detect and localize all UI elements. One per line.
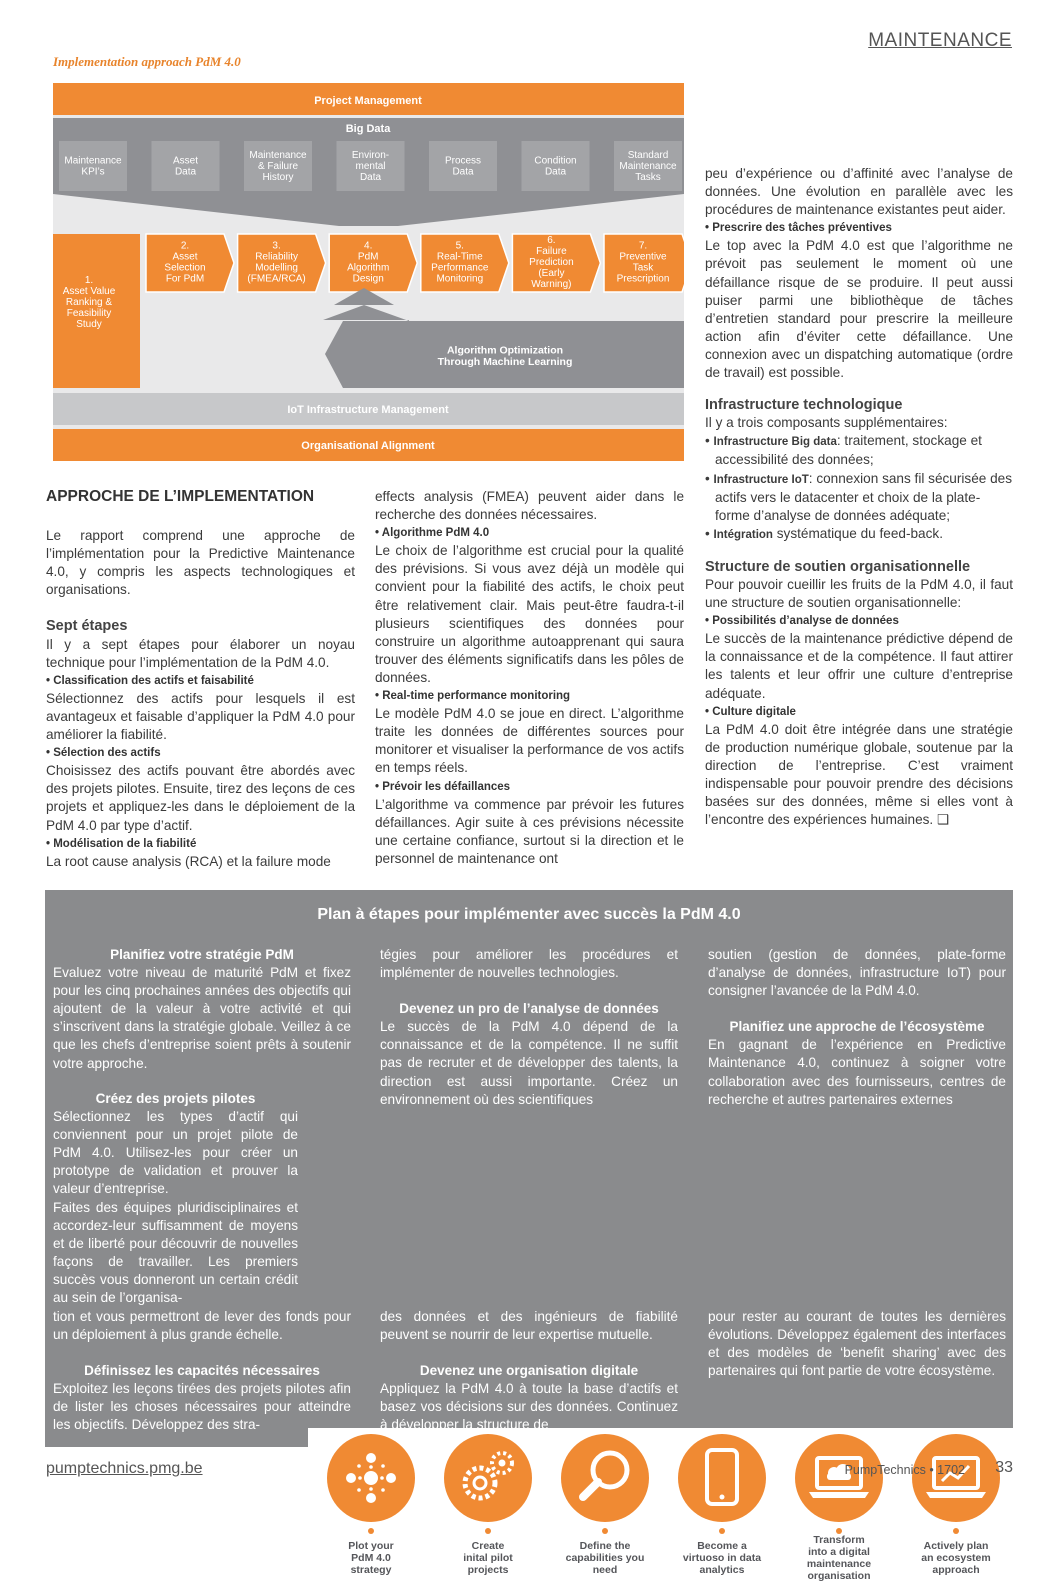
label-line: Maintenance xyxy=(249,150,307,161)
page-number: 33 xyxy=(995,1459,1013,1476)
label-line: Reliability xyxy=(255,251,298,263)
infrastructure-list xyxy=(705,432,1013,544)
optimization-label xyxy=(438,344,573,368)
roadmap-heading: Créez des projets pilotes xyxy=(95,1091,256,1106)
label-line: Feasibility xyxy=(66,308,112,319)
label-line: (Early xyxy=(538,268,565,279)
label-line: Data xyxy=(359,172,382,183)
roadmap-heading: Planifiez votre stratégie PdM xyxy=(110,947,294,962)
paragraph: Faites des équipes pluridisciplinaires et accordez-leur suffisamment de moyens et de liberté pour découvrir de nouvelles façons de travailler. Les premiers succès vous donneront un certain crédit au sein de l’organisa- xyxy=(53,1199,298,1306)
label-line: Study xyxy=(76,319,102,330)
label-line: For PdM xyxy=(165,273,205,285)
icon-label xyxy=(807,1534,871,1582)
label-line: Asset xyxy=(172,155,199,167)
label-line: 2. xyxy=(180,240,190,252)
label-line: Become a xyxy=(697,1540,747,1552)
smartphone-icon xyxy=(678,1434,766,1522)
label-line: Data xyxy=(544,166,567,178)
icon-label xyxy=(348,1540,394,1576)
paragraph: En gagnant de l’expérience en Predictive Maintenance 4.0, continuez à soigner votre collaboration avec des fournisseurs, centres de recherche et autres partenaires externes xyxy=(708,1037,1006,1107)
roadmap-column-2a xyxy=(380,946,678,1109)
paragraph: soutien (gestion de données, plate-forme d’analyse de données, infrastructure IoT) pour consigner l’avancée de la PdM 4.0. xyxy=(708,947,1006,999)
label-line: Transform xyxy=(813,1534,865,1546)
label-line: Data xyxy=(174,166,197,178)
subheading: Infrastructure technologique xyxy=(705,397,903,414)
label-line: Condition xyxy=(534,155,577,167)
roadmap-icon-strip xyxy=(308,1428,1014,1586)
paragraph: Le succès de la maintenance prédictive dépend de la connaissance et de la compétence. Il faut attirer les talents et leur offrir une culture d’entreprise adéquate. xyxy=(705,631,1013,701)
roadmap-heading: Devenez un pro de l’analyse de données xyxy=(399,1001,659,1017)
paragraph: Sélectionnez des actifs pour lesquels il est avantageux et faisable d’appliquer la PdM 4.0 pour améliorer la fiabilité. xyxy=(46,690,355,743)
label-line: Monitoring xyxy=(436,273,484,285)
label-line: Standard xyxy=(627,150,669,161)
label-line: 3. xyxy=(272,240,281,252)
roadmap-heading: Définissez les capacités nécessaires xyxy=(84,1363,320,1379)
label-line: 5. xyxy=(455,240,464,252)
bullet-heading: • Prévoir les défaillances xyxy=(375,780,511,793)
label-line: Tasks xyxy=(635,172,661,183)
subheading: Sept étapes xyxy=(46,618,128,635)
label-line: Plot your xyxy=(348,1540,394,1552)
article-column-1 xyxy=(46,488,355,871)
label-line: History xyxy=(262,172,294,183)
label-line: Asset Value xyxy=(62,286,116,297)
label-line: Maintenance xyxy=(619,161,677,172)
label-line: Process xyxy=(444,155,482,167)
label-line: inital pilot xyxy=(463,1552,513,1564)
label-line: an ecosystem xyxy=(921,1552,991,1564)
paragraph: Le choix de l’algorithme est crucial pour la qualité des prévisions. Si vous avez déjà un modèle qui convient pour la fiabilité des actifs, le choix peut être relativement clair. Mais peut-être faudra-t-il plusieurs scientifiques des données pour construire un algorithme autoapprenant qui saura trouver des éléments significatifs dans les pôles de données. xyxy=(375,543,684,685)
label-line: KPI’s xyxy=(81,166,105,178)
pdm-approach-diagram xyxy=(53,83,684,461)
footer-publication: PumpTechnics • 1702 xyxy=(844,1463,965,1477)
label-line: Real-Time xyxy=(436,251,483,263)
paragraph: Appliquez la PdM 4.0 à toute la base d’actifs et basez vos décisions sur des données. Continuez à développer la structure de xyxy=(380,1381,678,1433)
big-data-label: Big Data xyxy=(345,123,391,135)
label-line: projects xyxy=(467,1564,509,1576)
project-management-label: Project Management xyxy=(314,95,422,107)
label-line: strategy xyxy=(350,1564,392,1576)
paragraph: Il y a sept étapes pour élaborer un noyau technique pour l’implémentation de la PdM 4.0. xyxy=(46,636,355,670)
roadmap-column-2b xyxy=(380,1308,678,1435)
paragraph: tégies pour améliorer les procédures et implémenter de nouvelles technologies. xyxy=(380,947,678,981)
connector-dot xyxy=(602,1528,608,1534)
paragraph: des données et des ingénieurs de fiabilité peuvent se nourrir de leur expertise mutuelle. xyxy=(380,1309,678,1343)
label-line: Through Machine Learning xyxy=(437,355,573,368)
chart-laptop-icon xyxy=(912,1434,1000,1522)
label-line: Asset xyxy=(172,251,198,263)
label-line: PdM 4.0 xyxy=(351,1552,391,1564)
connector-dot xyxy=(368,1528,374,1534)
bullet-heading: • Possibilités d’analyse de données xyxy=(705,615,899,628)
label-line: (FMEA/RCA) xyxy=(247,273,306,285)
icon-label xyxy=(566,1540,645,1576)
label-line: 6. xyxy=(547,235,556,246)
label-line: Design xyxy=(352,273,384,285)
cloud-laptop-icon xyxy=(795,1434,883,1522)
paragraph: L’algorithme va commence par prévoir les futures défaillances. Agir suite à ces prévisions nécessite une certaine confiance, surtout si la direction et le personnel de maintenance ont xyxy=(375,796,684,866)
article-column-3 xyxy=(705,165,1013,829)
roadmap-heading: Planifiez une approche de l’écosystème xyxy=(729,1019,985,1035)
label-line: virtuoso in data xyxy=(682,1552,762,1564)
label-line: capabilities you xyxy=(565,1552,645,1564)
bullet-heading: • Culture digitale xyxy=(705,705,796,718)
label-line: 4. xyxy=(364,240,373,252)
paragraph: La PdM 4.0 doit être intégrée dans une stratégie de production numérique globale, soutenue par la direction de l’entreprise. C’est vraiment indispensable pour pouvoir prendre des décisions basées sur des données, même si elles vont à l’encontre des expériences humaines. ❑ xyxy=(705,721,1013,828)
footer-website-link[interactable]: pumptechnics.pmg.be xyxy=(46,1460,203,1477)
label-line: Maintenance xyxy=(64,155,122,167)
label-line: organisation xyxy=(807,1570,871,1582)
label-line: 7. xyxy=(638,240,648,252)
roadmap-column-1b xyxy=(53,1090,298,1307)
label-line: Define the xyxy=(579,1540,631,1552)
label-line: Prediction xyxy=(529,257,574,268)
paragraph: tion et vous permettront de lever des fonds pour un déploiement à plus grande échelle. xyxy=(53,1309,351,1343)
paragraph: Le top avec la PdM 4.0 est que l’algorithme ne prévoit pas seulement le moment où une défaillance risque de se produire. Il peut aussi puiser parmi une bibliothèque de tâches d’entretien standard pour prescrire la meilleure action afin d’éviter cette défaillance. Une connexion avec un dispatching automatique (ordre de travail) est possible. xyxy=(705,238,1013,381)
bullet-heading: • Sélection des actifs xyxy=(46,747,161,760)
roadmap-column-3b xyxy=(708,1308,1006,1380)
label-line: Actively plan xyxy=(923,1540,989,1552)
bullet-heading: • Modélisation de la fiabilité xyxy=(46,837,197,850)
paragraph: Pour pouvoir cueillir les fruits de la PdM 4.0, il faut une structure de soutien organisationnelle: xyxy=(705,576,1013,611)
paragraph: Sélectionnez les types d’actif qui conviennent pour un projet pilote de PdM 4.0. Utilisez-les pour créer un prototype de validation et prouver la valeur d’entreprise. xyxy=(53,1109,298,1197)
paragraph: effects analysis (FMEA) peuvent aider dans le recherche des données nécessaires. xyxy=(375,489,684,523)
article-heading: APPROCHE DE L’IMPLEMENTATION xyxy=(46,488,315,505)
label-line: into a digital xyxy=(808,1546,870,1558)
connector-dot xyxy=(719,1528,725,1534)
icon-label xyxy=(683,1540,761,1576)
label-line: Create xyxy=(471,1540,505,1552)
paragraph: Le modèle PdM 4.0 se joue en direct. L’algorithme traite les données de différentes sources pour monitorer et visualiser la performance de vos actifs en temps réels. xyxy=(375,706,684,776)
organisational-alignment-label: Organisational Alignment xyxy=(301,440,435,452)
gears-icon xyxy=(444,1434,532,1522)
bullet-heading: • Classification des actifs et faisabilité xyxy=(46,674,254,687)
label-line: Preventive xyxy=(619,251,667,263)
roadmap-heading: Devenez une organisation digitale xyxy=(419,1363,639,1379)
list-item: • Intégration systématique du feed-back. xyxy=(705,525,943,541)
icon-label xyxy=(921,1540,990,1576)
label-line: Performance xyxy=(431,262,489,274)
roadmap-column-3a xyxy=(708,946,1006,1109)
roadmap-title: Plan à étapes pour implémenter avec succès la PdM 4.0 xyxy=(317,906,741,923)
paragraph: Le succès de la PdM 4.0 dépend de la connaissance et de la compétence. Il ne suffit pas de recruter et de développer des talents, la direction est aussi importante. Créez un environnement où des scientifiques xyxy=(380,1019,678,1107)
roadmap-column-1a xyxy=(53,946,351,1073)
paragraph: Il y a trois composants supplémentaires: xyxy=(705,415,948,431)
label-line: maintenance xyxy=(806,1558,872,1570)
label-line: Task xyxy=(632,262,654,274)
label-line: Modelling xyxy=(255,262,299,274)
list-item: • Infrastructure IoT: connexion sans fil sécurisée des actifs vers le datacenter et choix de la plate-forme d’analyse de données adéquate; xyxy=(705,470,1013,523)
bullet-heading: • Algorithme PdM 4.0 xyxy=(375,527,490,540)
data-source-label xyxy=(173,156,198,178)
label-line: Selection xyxy=(164,262,206,274)
paragraph: La root cause analysis (RCA) et la failure mode xyxy=(46,853,331,869)
roadmap-column-1c xyxy=(53,1308,351,1435)
paragraph: Le rapport comprend une approche de l’implémentation pour la Predictive Maintenance 4.0, y compris les aspects technologiques et organisations. xyxy=(46,528,355,598)
subheading: Structure de soutien organisationnelle xyxy=(705,558,971,575)
section-title: MAINTENANCE xyxy=(868,30,1012,51)
label-line: Prescription xyxy=(616,273,670,285)
label-line: analytics xyxy=(699,1564,745,1576)
icon-label xyxy=(463,1540,513,1576)
label-line: Failure xyxy=(536,246,567,257)
connector-dot xyxy=(953,1528,959,1534)
label-line: need xyxy=(592,1564,618,1576)
list-item: • Infrastructure Big data: traitement, stockage et accessibilité des données; xyxy=(705,433,982,468)
paragraph: Evaluez votre niveau de maturité PdM et fixez pour les cinq prochaines années des objectifs qui ajoutent de la valeur à votre activité et qui s’inscrivent dans la stratégie globale. Veillez à ce que les chefs d’entreprise soient prêts à soutenir votre approche. xyxy=(53,965,351,1071)
connector-dot xyxy=(485,1528,491,1534)
label-line: Algorithm xyxy=(347,262,390,274)
diagram-title: Implementation approach PdM 4.0 xyxy=(53,54,241,69)
paragraph: peu d’expérience ou d’affinité avec l’analyse de données. Une évolution en parallèle avec les procédures de maintenance existantes peut aider. xyxy=(705,166,1013,218)
bullet-heading: • Prescrire des tâches préventives xyxy=(705,222,892,235)
label-line: mental xyxy=(355,161,386,172)
paragraph: Exploitez les leçons tirées des projets pilotes afin de lister les choses nécessaires pour atteindre les objectifs. Développez des stra- xyxy=(53,1381,351,1433)
magnifier-icon xyxy=(561,1434,649,1522)
label-line: Ranking & xyxy=(65,297,113,308)
label-line: approach xyxy=(932,1564,980,1576)
label-line: PdM xyxy=(357,251,379,263)
label-line: & Failure xyxy=(257,161,299,172)
label-line: Environ- xyxy=(351,150,390,161)
label-line: 1. xyxy=(84,275,94,286)
label-line: Data xyxy=(452,166,474,178)
paragraph: Choisissez des actifs pouvant être abordés avec des projets pilotes. Ensuite, tirez des leçons de ces projets et appliquez-les dans le déploiement de la PdM 4.0 par type d’actif. xyxy=(46,763,355,833)
article-column-2 xyxy=(375,488,684,868)
strategy-icon xyxy=(327,1434,415,1522)
bullet-heading: • Real-time performance monitoring xyxy=(375,690,571,703)
iot-label: IoT Infrastructure Management xyxy=(287,404,449,416)
paragraph: pour rester au courant de toutes les dernières évolutions. Développez également des interfaces et des modèles de ‘benefit sharing’ avec des partenaires qui font partie de votre écosystème. xyxy=(708,1309,1006,1379)
label-line: Algorithm Optimization xyxy=(446,344,564,357)
label-line: Warning) xyxy=(531,279,572,290)
